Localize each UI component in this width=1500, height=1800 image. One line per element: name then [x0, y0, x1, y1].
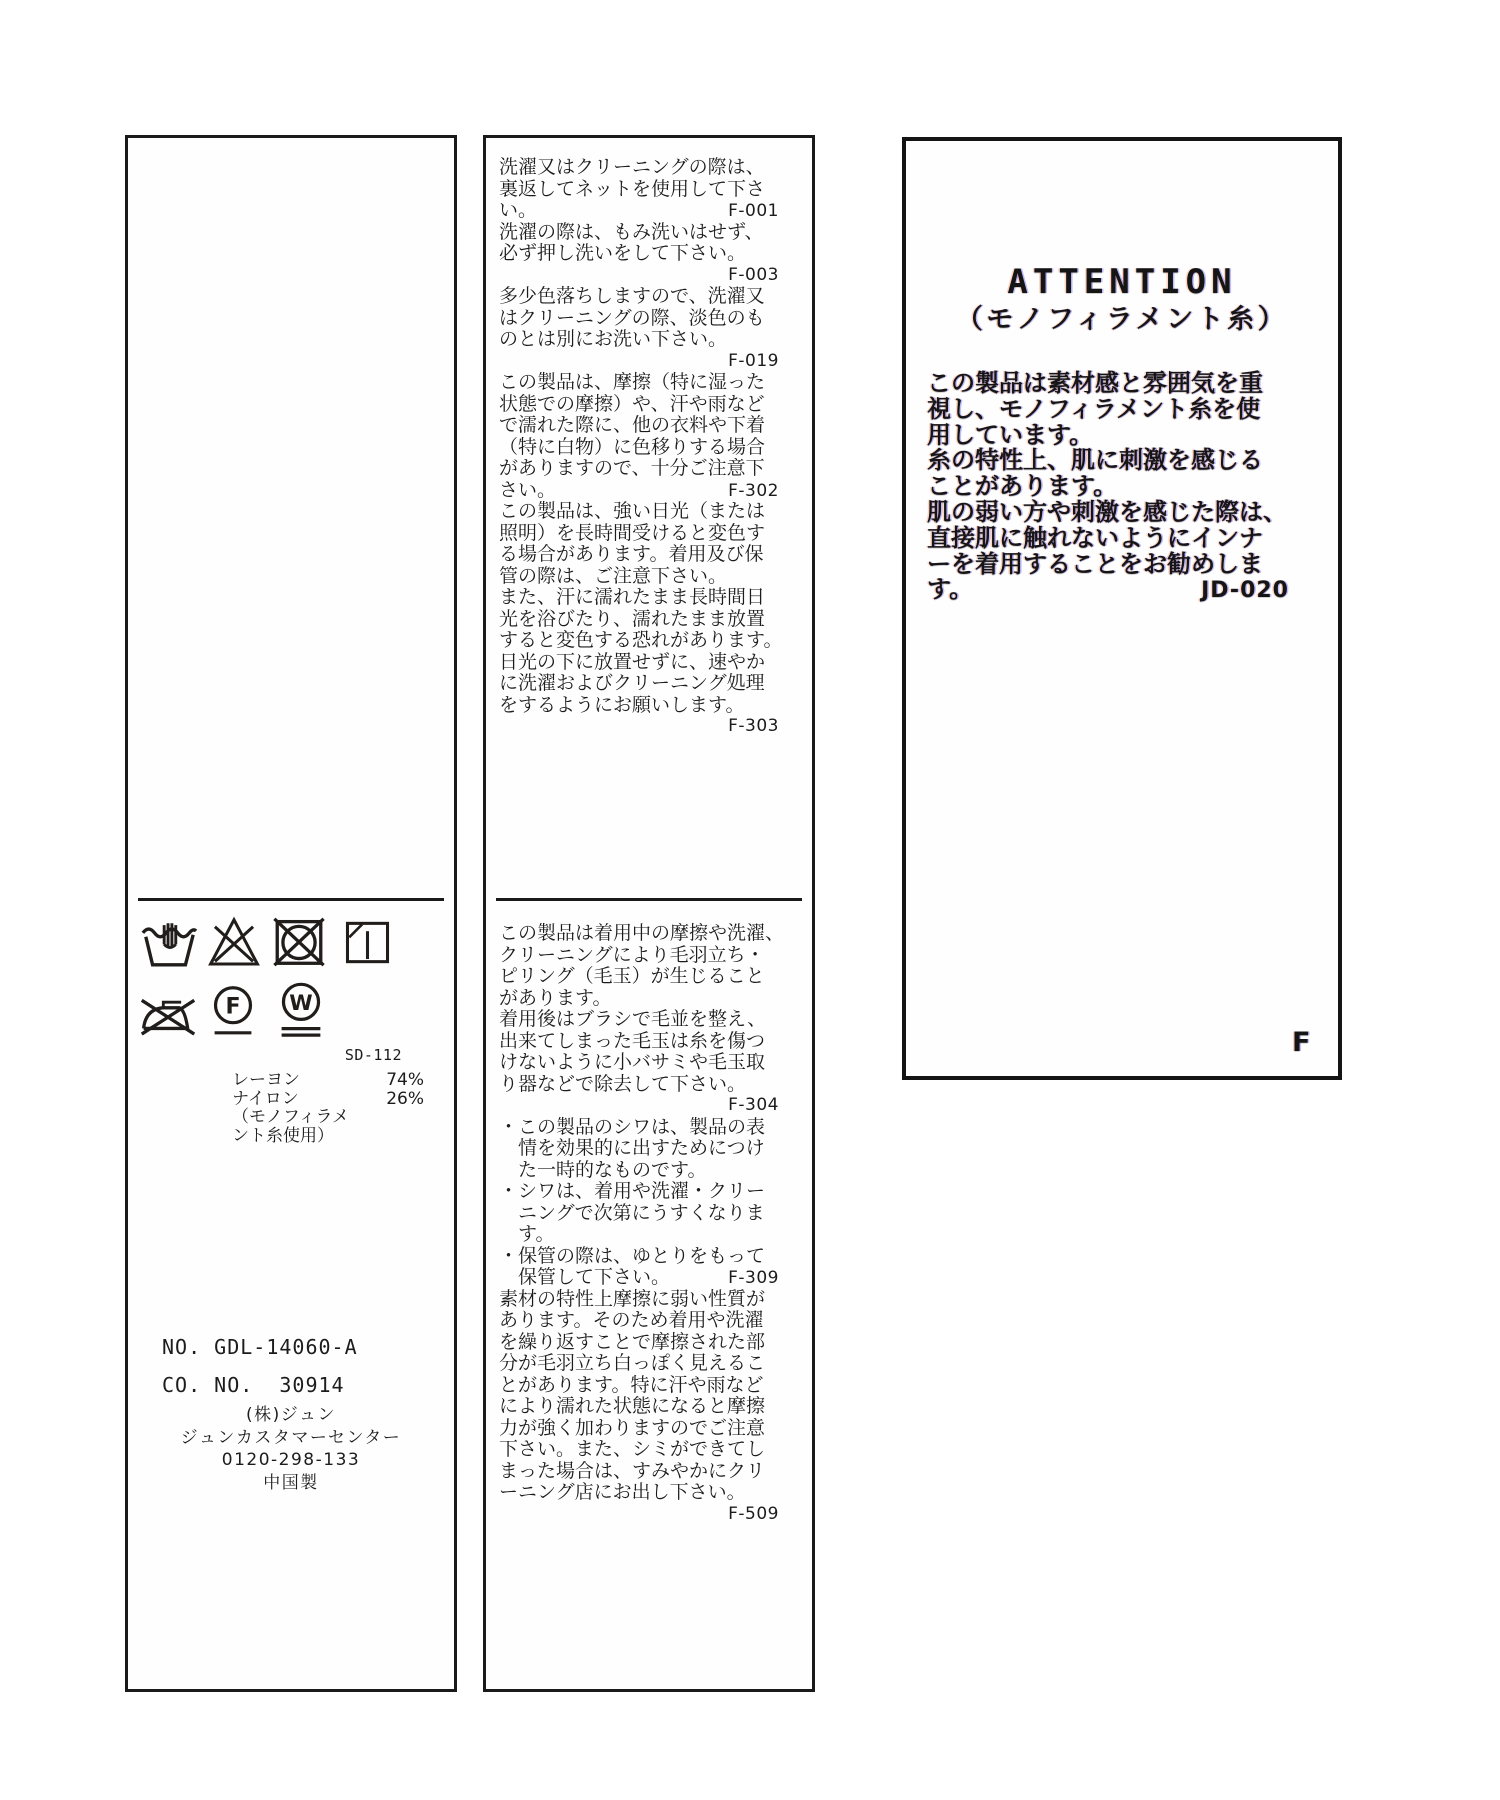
composition-row: （モノフィラメ	[232, 1107, 349, 1128]
composition-row: ナイロン 26%	[232, 1088, 424, 1109]
text-line: ーを着用することをお勧めしま	[927, 549, 1263, 578]
text-line: また、汗に濡れたまま長時間日	[499, 586, 766, 608]
text-line: ニングで次第にうすくなりま	[499, 1201, 765, 1224]
text-line: 素材の特性上摩擦に弱い性質が	[499, 1287, 766, 1310]
text-line: がありますので、十分ご注意下	[499, 457, 765, 479]
text-line: はクリーニングの際、淡色のも	[499, 306, 765, 329]
left-label-divider	[138, 898, 444, 901]
do-not-bleach-icon	[208, 915, 260, 968]
text-line: た一時的なものです。	[499, 1158, 707, 1181]
do-not-iron-icon	[138, 987, 198, 1038]
text-line: す。	[499, 1223, 555, 1245]
text-line: があります。	[499, 986, 612, 1009]
middle-care-label	[483, 135, 815, 1692]
text-line: ・シワは、着用や洗濯・クリー	[499, 1180, 766, 1202]
wet-clean-very-gentle-w-icon	[277, 982, 325, 1042]
text-line: ・保管の際は、ゆとりをもって	[499, 1244, 766, 1267]
text-line: 管の際は、ご注意下さい。	[499, 564, 728, 587]
svg-text:F: F	[225, 994, 241, 1020]
composition-row: レーヨン 74%	[232, 1070, 424, 1090]
text-line: 下さい。また、シミができてし	[499, 1438, 766, 1460]
text-line: とがあります。特に汗や雨など	[499, 1373, 764, 1396]
company-line: ジュンカスタマーセンター	[180, 1427, 402, 1448]
text-line: まった場合は、すみやかにクリ	[499, 1459, 766, 1482]
attention-title: ATTENTION	[1007, 262, 1237, 302]
company-info	[128, 1404, 454, 1494]
text-line: で濡れた際に、他の衣料や下着	[499, 414, 766, 436]
text-line: 裏返してネットを使用して下さ	[499, 177, 766, 200]
text-line: 直接肌に触れないようにインナ	[927, 523, 1263, 552]
symbol-set-code: SD-112	[344, 1046, 402, 1064]
text-line: す。 JD-020	[927, 575, 1289, 604]
text-line: ーニング店にお出し下さい。	[499, 1481, 746, 1503]
text-line: 日光の下に放置せずに、速やか	[499, 650, 766, 673]
text-line: F-509	[728, 1503, 779, 1524]
text-line: 着用後はブラシで毛並を整え、	[499, 1008, 767, 1030]
left-care-label	[125, 135, 457, 1692]
text-line: 糸の特性上、肌に刺激を感じる	[927, 446, 1263, 475]
text-line: 肌の弱い方や刺激を感じた際は、	[927, 497, 1287, 526]
attention-subtitle: （モノフィラメント糸）	[955, 304, 1289, 335]
attention-label	[902, 137, 1342, 1080]
text-line: 洗濯又はクリーニングの際は、	[499, 156, 765, 178]
footer-mark: F	[1292, 1027, 1312, 1058]
do-not-tumble-dry-icon	[270, 915, 328, 968]
text-line: 出来てしまった毛玉は糸を傷つ	[499, 1029, 766, 1052]
attention-body	[927, 371, 1325, 603]
text-line: この製品は、摩擦（特に湿った	[499, 371, 766, 393]
text-line: をするようにお願いします。	[499, 693, 745, 716]
text-line: 分が毛羽立ち白っぽく見えるこ	[499, 1352, 766, 1374]
text-line: 情を効果的に出すためにつけ	[499, 1137, 765, 1159]
text-line: クリーニングにより毛羽立ち・	[499, 943, 765, 966]
text-line: この製品は素材感と雰囲気を重	[927, 369, 1263, 397]
text-line: F-304	[728, 1095, 779, 1115]
company-line: 中国製	[263, 1472, 319, 1493]
middle-label-divider	[496, 898, 802, 901]
text-line: この製品は着用中の摩擦や洗濯、	[499, 922, 785, 944]
text-line: 多少色落ちしますので、洗濯又	[499, 285, 765, 307]
text-line: い。 F-001	[499, 199, 779, 221]
text-line: （特に白物）に色移りする場合	[499, 435, 766, 458]
svg-text:W: W	[289, 991, 313, 1017]
dry-clean-petroleum-f-icon	[210, 985, 256, 1042]
text-line: さい。 F-302	[499, 478, 779, 501]
text-line: る場合があります。着用及び保	[499, 543, 764, 565]
composition-row: ント糸使用）	[232, 1125, 334, 1146]
text-line: 状態での摩擦）や、汗や雨など	[499, 392, 765, 415]
washing-instructions	[499, 156, 783, 738]
text-line: F-003	[728, 264, 779, 285]
text-line: 照明）を長時間受けると変色す	[499, 521, 766, 544]
text-line: り器などで除去して下さい。	[499, 1072, 747, 1095]
text-line: 必ず押し洗いをして下さい。	[499, 242, 747, 264]
hand-wash-icon	[140, 921, 198, 968]
line-dry-in-shade-icon	[343, 919, 392, 966]
text-line: 用しています。	[927, 420, 1094, 449]
item-number: NO. GDL-14060-A	[162, 1335, 358, 1359]
company-line: (株)ジュン	[246, 1405, 336, 1425]
text-line: に洗濯およびクリーニング処理	[499, 672, 765, 694]
text-line: 洗濯の際は、もみ洗いはせず、	[499, 220, 764, 243]
text-line: あります。そのため着用や洗濯	[499, 1309, 764, 1331]
text-line: のとは別にお洗い下さい。	[499, 328, 728, 350]
text-line: により濡れた状態になると摩擦	[499, 1395, 766, 1417]
text-line: ことがあります。	[927, 472, 1118, 501]
text-line: この製品は、強い日光（または	[499, 500, 766, 522]
text-line: F-019	[728, 350, 779, 371]
text-line: 光を浴びたり、濡れたまま放置	[499, 607, 766, 630]
text-line: 視し、モノフィラメント糸を使	[927, 394, 1261, 423]
fabric-composition	[232, 1071, 424, 1145]
text-line: 力が強く加わりますのでご注意	[499, 1416, 766, 1439]
text-line: 保管して下さい。 F-309	[499, 1266, 779, 1288]
text-line: ピリング（毛玉）が生じること	[499, 965, 765, 987]
text-line: すると変色する恐れがあります。	[499, 629, 783, 651]
co-number: CO. NO. 30914	[162, 1373, 345, 1397]
company-line: 0120-298-133	[221, 1450, 361, 1470]
text-line: を繰り返すことで摩擦された部	[499, 1330, 766, 1353]
pilling-instructions	[499, 922, 785, 1525]
text-line: ・この製品のシワは、製品の表	[499, 1115, 766, 1138]
text-line: F-303	[728, 716, 779, 736]
text-line: けないように小バサミや毛玉取	[499, 1051, 766, 1073]
